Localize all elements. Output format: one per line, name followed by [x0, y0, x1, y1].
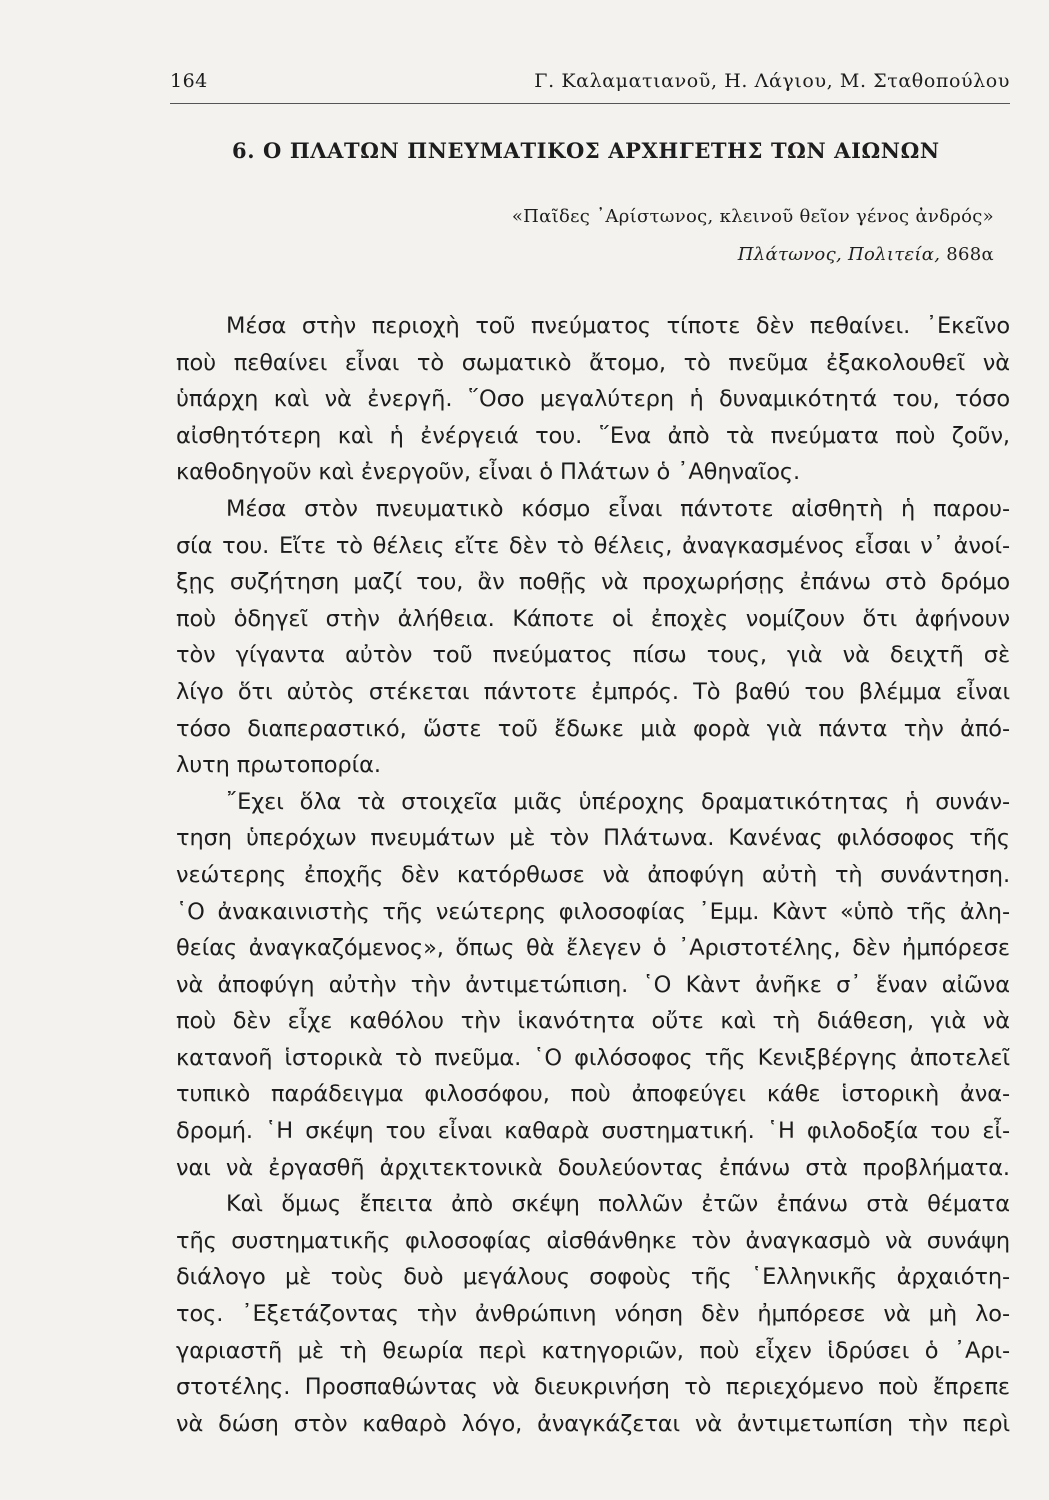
text-line: ποὺ ὁδηγεῖ στὴν ἀλήθεια. Κάποτε οἱ ἐποχὲς νομίζουν ὅτι ἀφήνουν: [176, 605, 1010, 632]
text-line: ποὺ πεθαίνει εἶναι τὸ σωματικὸ ἄτομο, τὸ πνεῦμα ἐξακολουθεῖ νὰ: [176, 349, 1010, 376]
text-line: στοτέλης. Προσπαθώντας νὰ διευκρινήση τὸ περιεχόμενο ποὺ ἔπρεπε: [176, 1374, 1010, 1401]
text-line: ξῃς συζήτηση μαζί του, ἂν ποθῇς νὰ προχωρήσῃς ἐπάνω στὸ δρόμο: [176, 569, 1010, 596]
epigraph-quote: «Παῖδες ᾿Αρίστωνος, κλεινοῦ θεῖον γένος ἀνδρός»: [511, 206, 994, 227]
text-line: θείας ἀναγκαζόμενος», ὅπως θὰ ἔλεγεν ὁ ᾿Αριστοτέλης, δὲν ἠμπόρεσε: [176, 935, 1010, 962]
chapter-title: 6. Ο ΠΛΑΤΩΝ ΠΝΕΥΜΑΤΙΚΟΣ ΑΡΧΗΓΕΤΗΣ ΤΩΝ ΑΙΩΝΩΝ: [232, 138, 940, 163]
text-line: αἰσθητότερη καὶ ἡ ἐνέργειά του. ῞Ενα ἀπὸ τὰ πνεύματα ποὺ ζοῦν,: [176, 422, 1010, 449]
text-line: Καὶ ὅμως ἔπειτα ἀπὸ σκέψη πολλῶν ἐτῶν ἐπάνω στὰ θέματα: [226, 1191, 1010, 1218]
text-line: νεώτερης ἐποχῆς δὲν κατόρθωσε νὰ ἀποφύγη αὐτὴ τὴ συνάντηση.: [176, 861, 1010, 888]
text-line: τος. ᾿Εξετάζοντας τὴν ἀνθρώπινη νόηση δὲν ἠμπόρεσε νὰ μὴ λο-: [176, 1301, 1010, 1328]
text-line: λυτη πρωτοπορία.: [176, 752, 381, 779]
text-line: τυπικὸ παράδειγμα φιλοσόφου, ποὺ ἀποφεύγει κάθε ἱστορικὴ ἀνα-: [176, 1081, 1010, 1108]
text-line: ῾Ο ἀνακαινιστὴς τῆς νεώτερης φιλοσοφίας ᾿Εμμ. Κὰντ «ὑπὸ τῆς ἀλη-: [176, 898, 1010, 925]
text-line: τὸν γίγαντα αὐτὸν τοῦ πνεύματος πίσω τους, γιὰ νὰ δειχτῆ σὲ: [176, 642, 1010, 669]
text-line: ῎Εχει ὅλα τὰ στοιχεῖα μιᾶς ὑπέροχης δραματικότητας ἡ συνάν-: [226, 788, 1010, 815]
paragraph-1: [176, 308, 1010, 491]
text-line: διάλογο μὲ τοὺς δυὸ μεγάλους σοφοὺς τῆς ῾Ελληνικῆς ἀρχαιότη-: [176, 1264, 1010, 1291]
text-line: Μέσα στὴν περιοχὴ τοῦ πνεύματος τίποτε δὲν πεθαίνει. ᾿Εκεῖνο: [226, 313, 1010, 339]
paragraph-2: [176, 491, 1010, 784]
text-line: νὰ δώση στὸν καθαρὸ λόγο, ἀναγκάζεται νὰ ἀντιμετωπίση τὴν περὶ: [176, 1410, 1010, 1437]
text-line: τόσο διαπεραστικό, ὥστε τοῦ ἔδωκε μιὰ φορὰ γιὰ πάντα τὴν ἀπό-: [176, 715, 1010, 742]
text-line: τῆς συστηματικῆς φιλοσοφίας αἰσθάνθηκε τὸν ἀναγκασμὸ νὰ συνάψη: [176, 1227, 1010, 1254]
running-head: [170, 70, 1010, 100]
running-head-authors: Γ. Καλαματιανοῦ, Η. Λάγιου, Μ. Σταθοπούλου: [534, 70, 1010, 92]
text-line: ὑπάρχη καὶ νὰ ἐνεργῆ. ῞Οσο μεγαλύτερη ἡ δυναμικότητά του, τόσο: [176, 386, 1010, 413]
text-line: ποὺ δὲν εἶχε καθόλου τὴν ἱκανότητα οὔτε καὶ τὴ διάθεση, γιὰ νὰ: [176, 1008, 1010, 1035]
paragraph-4: [176, 1186, 1010, 1442]
text-line: νὰ ἀποφύγη αὐτὴν τὴν ἀντιμετώπιση. ῾Ο Κὰντ ἀνῆκε σ᾿ ἕναν αἰῶνα: [176, 971, 1010, 998]
epigraph-source-work: Πλάτωνος, Πολιτεία,: [737, 244, 941, 265]
text-line: σία του. Εἴτε τὸ θέλεις εἴτε δὲν τὸ θέλεις, ἀναγκασμένος εἶσαι ν᾿ ἀνοί-: [176, 532, 1010, 559]
text-line: γαριαστῆ μὲ τὴ θεωρία περὶ κατηγοριῶν, ποὺ εἶχεν ἱδρύσει ὁ ᾿Αρι-: [176, 1337, 1010, 1364]
header-rule: [170, 103, 1010, 104]
epigraph-source-ref: 868α: [946, 244, 994, 265]
text-line: δρομή. ῾Η σκέψη του εἶναι καθαρὰ συστηματική. ῾Η φιλοδοξία του εἶ-: [176, 1118, 1010, 1145]
text-line: ναι νὰ ἐργασθῆ ἀρχιτεκτονικὰ δουλεύοντας ἐπάνω στὰ προβλήματα.: [176, 1154, 1010, 1181]
text-line: καθοδηγοῦν καὶ ἐνεργοῦν, εἶναι ὁ Πλάτων ὁ ᾿Αθηναῖος.: [176, 459, 801, 486]
body-text: [176, 308, 1010, 1442]
epigraph-source: [512, 236, 994, 274]
text-line: Μέσα στὸν πνευματικὸ κόσμο εἶναι πάντοτε αἰσθητὴ ἡ παρου-: [226, 495, 1010, 522]
text-line: λίγο ὅτι αὐτὸς στέκεται πάντοτε ἐμπρός. Τὸ βαθύ του βλέμμα εἶναι: [176, 678, 1010, 705]
page-number: 164: [170, 70, 208, 92]
epigraph: [512, 198, 994, 274]
text-line: τηση ὑπερόχων πνευμάτων μὲ τὸν Πλάτωνα. Κανένας φιλόσοφος τῆς: [176, 825, 1010, 852]
text-line: κατανοῆ ἱστορικὰ τὸ πνεῦμα. ῾Ο φιλόσοφος τῆς Κενιξβέργης ἀποτελεῖ: [176, 1044, 1010, 1071]
paragraph-3: [176, 784, 1010, 1187]
